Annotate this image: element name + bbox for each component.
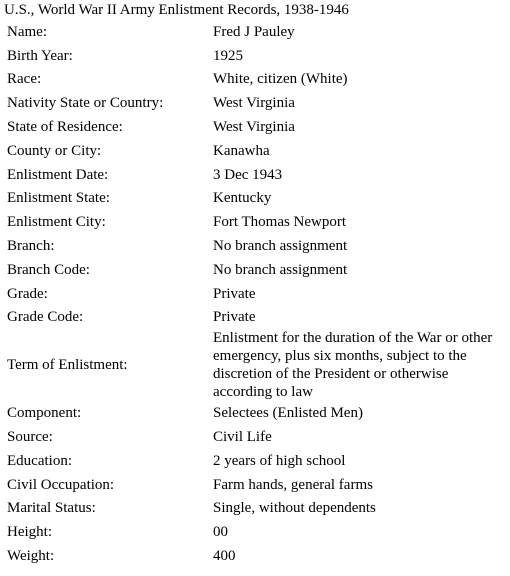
field-label: Nativity State or Country: [7,95,164,112]
field-label: Race: [7,71,42,88]
field-value: Civil Life [213,429,272,446]
field-label: Birth Year: [7,47,73,64]
record-row-height [7,520,505,544]
field-label: Education: [7,452,72,469]
field-value: Enlistment for the duration of the War or other emergency, plus six months, subject to the discretion of the President or otherwise according to law [213,330,493,401]
field-value: Kentucky [213,190,272,207]
record-row-enlistment-date [7,163,505,187]
record-row-nativity [7,91,505,115]
field-value: Farm hands, general farms [213,476,373,493]
field-value: West Virginia [213,119,295,136]
field-label: Term of Enlistment: [7,357,128,374]
record-row-county [7,139,505,163]
field-value: Fort Thomas Newport [213,214,347,231]
field-value: No branch assignment [213,261,348,278]
field-label: Branch Code: [7,261,90,278]
field-value: Private [213,285,256,302]
record-row-component [7,401,505,425]
field-value: West Virginia [213,95,295,112]
field-label: Branch: [7,238,55,255]
field-label: Enlistment State: [7,190,110,207]
record-row-state-of-residence [7,115,505,139]
field-label: Enlistment City: [7,214,106,231]
field-label: Weight: [7,548,55,565]
field-value: 00 [213,524,228,541]
field-value: Private [213,309,256,326]
field-label: Enlistment Date: [7,166,109,183]
field-label: County or City: [7,142,102,159]
record-row-civil-occupation [7,473,505,497]
field-value: 2 years of high school [213,452,346,469]
field-label: Height: [7,524,52,541]
record-row-marital-status [7,497,505,521]
record-row-weight [7,544,505,568]
field-label: Civil Occupation: [7,476,115,493]
field-value: No branch assignment [213,238,348,255]
record-row-enlistment-state [7,187,505,211]
field-value: Fred J Pauley [213,23,295,40]
field-label: Grade Code: [7,309,84,326]
record-row-branch [7,234,505,258]
field-label: Marital Status: [7,500,96,517]
record-row-grade [7,282,505,306]
field-value: 400 [213,548,236,565]
field-label: Name: [7,23,47,40]
field-label: Source: [7,429,53,446]
field-value: 3 Dec 1943 [213,166,283,183]
field-label: State of Residence: [7,119,123,136]
record-row-race [7,68,505,92]
field-value: Single, without dependents [213,500,376,517]
enlistment-record-table [7,20,505,568]
record-row-branch-code [7,258,505,282]
record-row-birth-year [7,44,505,68]
record-title: U.S., World War II Army Enlistment Records, 1938-1946 [4,2,349,18]
field-label: Grade: [7,285,48,302]
field-value: White, citizen (White) [213,71,348,88]
record-row-term-of-enlistment [7,329,505,401]
field-value: Selectees (Enlisted Men) [213,405,363,422]
field-label: Component: [7,405,82,422]
record-row-source [7,425,505,449]
record-row-grade-code [7,306,505,330]
field-value: Kanawha [213,142,270,159]
record-row-enlistment-city [7,210,505,234]
field-value: 1925 [213,47,243,64]
record-row-education [7,449,505,473]
record-row-name [7,20,505,44]
